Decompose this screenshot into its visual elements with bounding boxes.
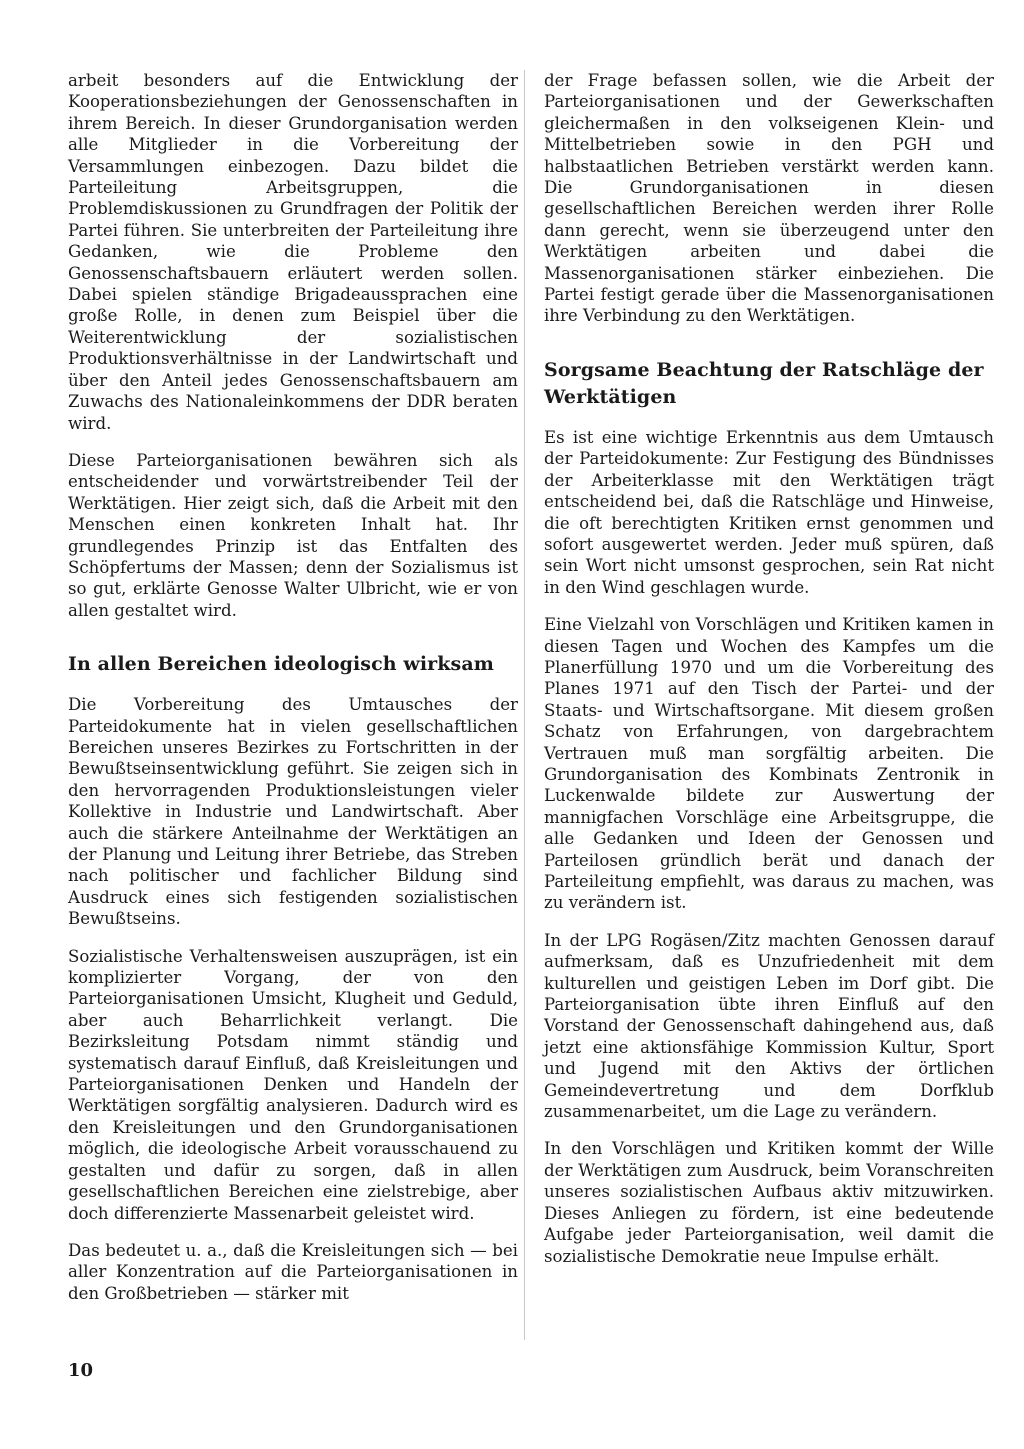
left-paragraph-3: Die Vorbereitung des Umtausches der Parteidokumente hat in vielen gesellschaftlichen Bereichen unseres Bezirkes zu Fortschritten in der Bewußtseinsentwicklung geführt. Sie zeigen sich in den hervorragenden Produktionsleistungen vieler Kollektive in Industrie und Landwirtschaft. Aber auch die stärkere Anteilnahme der Werktätigen an der Planung und Leitung ihrer Betriebe, das Streben nach politischer und fachlicher Bildung sind Ausdruck eines sich festigenden sozialistischen Bewußtseins. — [68, 695, 518, 929]
right-column — [544, 70, 994, 1283]
left-column — [68, 70, 518, 1320]
right-paragraph-1: der Frage befassen sollen, wie die Arbeit der Parteiorganisationen und der Gewerkschaften gleichermaßen in den volkseigenen Klein- und Mittelbetrieben sowie in den PGH und halbstaatlichen Betrieben verstärkt werden kann. Die Grundorganisationen in diesen gesellschaftlichen Bereichen werden ihrer Rolle dann gerecht, wenn sie überzeugend unter den Werktätigen arbeiten und dabei die Massenorganisationen stärker einbeziehen. Die Partei festigt gerade über die Massenorganisationen ihre Verbindung zu den Werktätigen. — [544, 71, 994, 326]
column-divider — [524, 70, 525, 1340]
left-paragraph-2: Diese Parteiorganisationen bewähren sich als entscheidender und vorwärtstreibender Teil der Werktätigen. Hier zeigt sich, daß die Arbeit mit den Menschen einen konkreten Inhalt hat. Ihr grundlegendes Prinzip ist das Entfalten des Schöpfertums der Massen; denn der Sozialismus ist so gut, erklärte Genosse Walter Ulbricht, wie er von allen gestaltet wird. — [68, 450, 518, 620]
right-paragraph-3: Eine Vielzahl von Vorschlägen und Kritiken kamen in diesen Tagen und Wochen des Kampfes um die Planerfüllung 1970 und um die Vorbereitung des Planes 1971 auf den Tisch der Partei- und der Staats- und Wirtschaftsorgane. Mit diesem großen Schatz von Erfahrungen, von dargebrachtem Vertrauen muß man sorgfältig arbeiten. Die Grundorganisation des Kombinats Zentronik in Luckenwalde bildete zur Auswertung der mannigfachen Vorschläge eine Arbeitsgruppe, die alle Gedanken und Ideen der Genossen und Parteilosen gründlich berät und danach der Parteileitung empfiehlt, was daraus zu machen, was zu verändern ist. — [544, 615, 994, 913]
section-heading-ideologisch: In allen Bereichen ideologisch wirksam — [68, 653, 494, 676]
left-paragraph-1: arbeit besonders auf die Entwicklung der Kooperationsbeziehungen der Genossenschaften in ihrem Bereich. In dieser Grundorganisation werden alle Mitglieder in die Vorbereitung der Versammlungen einbezogen. Dazu bildet die Parteileitung Arbeitsgruppen, die Problemdiskussionen zu Grundfragen der Politik der Partei führen. Sie unterbreiten der Parteileitung ihre Gedanken, wie die Probleme den Genossenschaftsbauern erläutert werden sollen. Dabei spielen ständige Brigadeaussprachen eine große Rolle, in denen zum Beispiel über die Weiterentwicklung der sozialistischen Produktionsverhältnisse in der Landwirtschaft und über den Anteil jedes Genossenschaftsbauern am Zuwachs des Nationaleinkommens der DDR beraten wird. — [68, 71, 518, 433]
section-heading-ratschlaege: Sorgsame Beachtung der Ratschläge der Werktätigen — [544, 358, 984, 408]
right-paragraph-2: Es ist eine wichtige Erkenntnis aus dem Umtausch der Parteidokumente: Zur Festigung des Bündnisses der Arbeiterklasse mit den Werktätigen trägt entscheidend bei, daß die Ratschläge und Hinweise, die oft berechtigten Kritiken ernst genommen und sofort ausgewertet werden. Jeder muß spüren, daß sein Wort nicht umsonst gesprochen, sein Rat nicht in den Wind geschlagen wurde. — [544, 427, 994, 597]
right-paragraph-4: In der LPG Rogäsen/Zitz machten Genossen darauf aufmerksam, daß es Unzufriedenheit mit dem kulturellen und geistigen Leben im Dorf gibt. Die Parteiorganisation übte ihren Einfluß auf den Vorstand der Genossenschaft dahingehend aus, daß jetzt eine aktionsfähige Kommission Kultur, Sport und Jugend mit den Aktivs der örtlichen Gemeindevertretung und dem Dorfklub zusammenarbeitet, um die Lage zu verändern. — [544, 930, 994, 1122]
left-paragraph-4: Sozialistische Verhaltensweisen auszuprägen, ist ein komplizierter Vorgang, der von den Parteiorganisationen Umsicht, Klugheit und Geduld, aber auch Beharrlichkeit verlangt. Die Bezirksleitung Potsdam nimmt ständig und systematisch darauf Einfluß, daß Kreisleitungen und Parteiorganisationen Denken und Handeln der Werktätigen sorgfältig analysieren. Dadurch wird es den Kreisleitungen und den Grundorganisationen möglich, die ideologische Arbeit vorausschauend zu gestalten und dafür zu sorgen, daß in allen gesellschaftlichen Bereichen eine zielstrebige, aber doch differenzierte Massenarbeit geleistet wird. — [68, 946, 518, 1223]
right-paragraph-5: In den Vorschlägen und Kritiken kommt der Wille der Werktätigen zum Ausdruck, beim Voranschreiten unseres sozialistischen Aufbaus aktiv mitzuwirken. Dieses Anliegen zu fördern, ist eine bedeutende Aufgabe jeder Parteiorganisation, weil damit die sozialistische Demokratie neue Impulse erhält. — [544, 1139, 994, 1266]
left-paragraph-5: Das bedeutet u. a., daß die Kreisleitungen sich — bei aller Konzentration auf die Parteiorganisationen in den Großbetrieben — stärker mit — [68, 1240, 518, 1303]
page-number: 10 — [68, 1360, 94, 1381]
